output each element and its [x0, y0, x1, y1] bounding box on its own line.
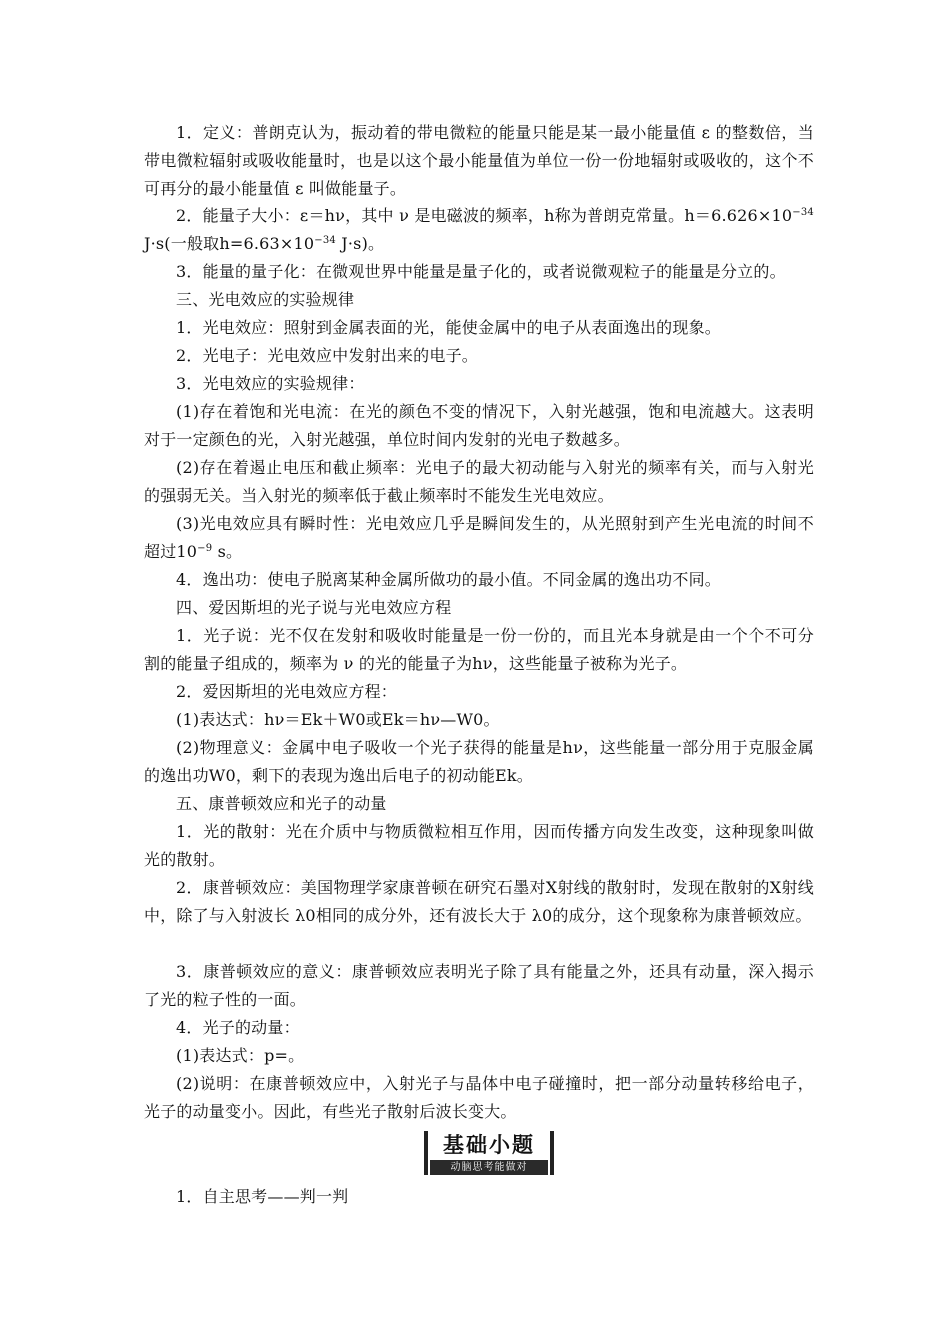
paragraph-einstein-equation: 2．爱因斯坦的光电效应方程：	[176, 682, 397, 701]
paragraph-stopping-voltage: (2)存在着遏止电压和截止频率：光电子的最大初动能与入射光的频率有关，而与入射光的强弱无关。当入射光的频率低于截止频率时不能发生光电效应。	[144, 458, 814, 505]
paragraph-photoelectron: 2．光电子：光电效应中发射出来的电子。	[176, 346, 478, 365]
paragraph-momentum-expression: (1)表达式：p=。	[176, 1046, 305, 1065]
badge-title: 基础小题	[443, 1133, 535, 1157]
section-badge	[424, 1131, 554, 1175]
paragraph-experimental-laws: 3．光电效应的实验规律：	[176, 374, 365, 393]
paragraph-instantaneous: (3)光电效应具有瞬时性：光电效应几乎是瞬间发生的，从光照射到产生光电流的时间不超过$10^{-9}$ s。	[144, 514, 814, 561]
paragraph-saturation-current: (1)存在着饱和光电流：在光的颜色不变的情况下，入射光越强，饱和电流越大。这表明对于一定颜色的光，入射光越强，单位时间内发射的光电子数越多。	[144, 402, 814, 449]
paragraph-scattering: 1．光的散射：光在介质中与物质微粒相互作用，因而传播方向发生改变，这种现象叫做光的散射。	[144, 822, 814, 869]
paragraph-work-function: 4．逸出功：使电子脱离某种金属所做功的最小值。不同金属的逸出功不同。	[176, 570, 721, 589]
paragraph-expression: (1)表达式：hν＝Ek＋W0或Ek＝hν—W0。	[176, 710, 500, 729]
paragraph-quantum-size: 2．能量子大小：ε＝hν，其中 ν 是电磁波的频率，h称为普朗克常量。$h=6.626\times 10^{-34}$ J·s(一般取$h=6.63\times 10^{-34}$ J·s)。	[144, 206, 814, 253]
section-heading-compton: 五、康普顿效应和光子的动量	[176, 794, 387, 813]
paragraph-physical-meaning: (2)物理意义：金属中电子吸收一个光子获得的能量是hν，这些能量一部分用于克服金属的逸出功W0，剩下的表现为逸出后电子的初动能Ek。	[144, 738, 814, 785]
paragraph-definition: 1．定义：普朗克认为，振动着的带电微粒的能量只能是某一最小能量值 ε 的整数倍，当带电微粒辐射或吸收能量时，也是以这个最小能量值为单位一份一份地辐射或吸收的，这个不可再分的最小能量值 ε 叫做能量子。	[144, 123, 814, 198]
paragraph-photoelectric-effect: 1．光电效应：照射到金属表面的光，能使金属中的电子从表面逸出的现象。	[176, 318, 721, 337]
badge-subtitle: 动脑思考能做对	[430, 1160, 548, 1175]
paragraph-compton-meaning: 3．康普顿效应的意义：康普顿效应表明光子除了具有能量之外，还具有动量，深入揭示了光的粒子性的一面。	[144, 962, 814, 1009]
paragraph-quantization: 3．能量的量子化：在微观世界中能量是量子化的，或者说微观粒子的能量是分立的。	[176, 262, 786, 281]
paragraph-photon-momentum: 4．光子的动量：	[176, 1018, 300, 1037]
section-heading-photoelectric: 三、光电效应的实验规律	[176, 290, 355, 309]
paragraph-self-check: 1．自主思考——判一判	[176, 1187, 349, 1206]
paragraph-compton-effect: 2．康普顿效应：美国物理学家康普顿在研究石墨对X射线的散射时，发现在散射的X射线中，除了与入射波长 λ0相同的成分外，还有波长大于 λ0的成分，这个现象称为康普顿效应。	[144, 878, 814, 925]
paragraph-explanation: (2)说明：在康普顿效应中，入射光子与晶体中电子碰撞时，把一部分动量转移给电子，光子的动量变小。因此，有些光子散射后波长变大。	[144, 1074, 814, 1121]
paragraph-photon-theory: 1．光子说：光不仅在发射和吸收时能量是一份一份的，而且光本身就是由一个个不可分割的能量子组成的，频率为 ν 的光的能量子为hν，这些能量子被称为光子。	[144, 626, 814, 673]
section-heading-einstein: 四、爱因斯坦的光子说与光电效应方程	[176, 598, 452, 617]
